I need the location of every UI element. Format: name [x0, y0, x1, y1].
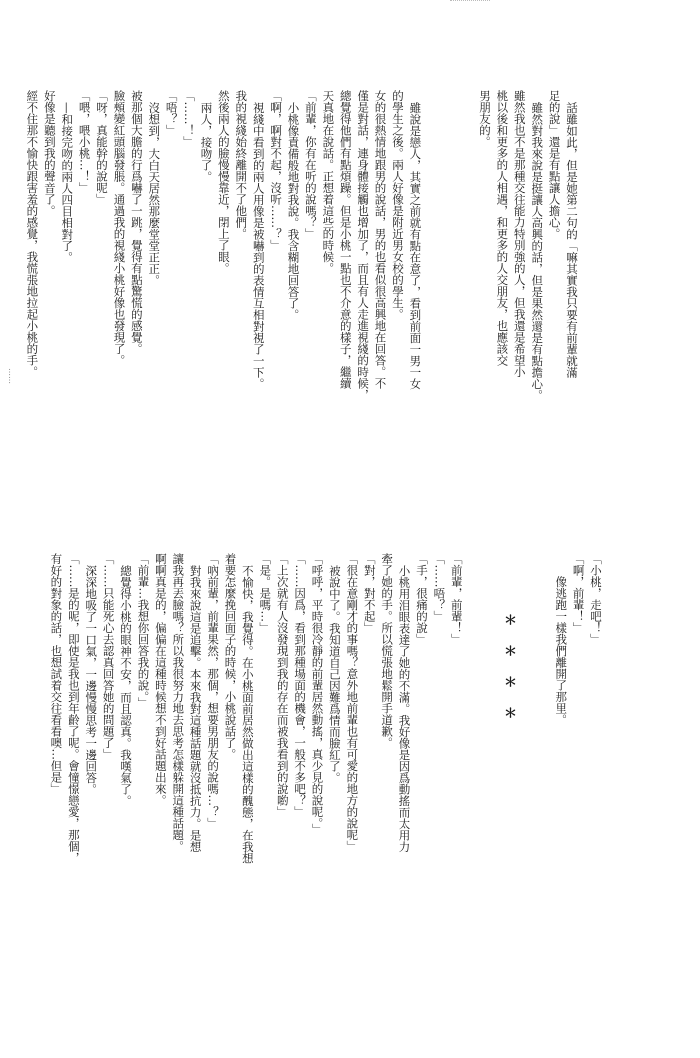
text-line: 總覺得小桃的眼神不安，而且認真。我嘆氣了。	[119, 564, 134, 806]
text-line: 臉頰變紅頭腦發脹。通過我的視綫小桃好像也發現了。	[112, 90, 127, 366]
text-line: 足的說」還是有點讓人擔心。	[547, 90, 562, 240]
text-line: 「……因爲，看到那種場面的機會，一般不多吧？」	[293, 553, 308, 818]
text-line: 啊啊真是的，偏偏在這種時候想不到好話題出來。	[153, 553, 168, 806]
text-line: 被那個大膽的行爲嚇了一跳，覺得有點驚慌的感覺。	[129, 90, 144, 355]
text-line: 被說中了。我知道自己因難爲情而臉紅了。	[327, 564, 342, 783]
text-line: 像逃跑一樣我們離開了那里。	[554, 576, 569, 726]
text-line: 深深地吸了一口氣，一邊慢慢思考一邊回答。	[84, 564, 99, 795]
text-line: 女的很熱情地跟男的說話，男的也看似很高興地在回答。不	[373, 90, 388, 389]
text-line	[465, 553, 482, 983]
text-line: 有好的對象的話，也想試着交往看看噢…但是」	[49, 553, 64, 795]
text-line: 「呀，真能幹的說呢」	[95, 90, 110, 205]
text-line: 經不住那不愉快跟害羞的感覺，我慌張地拉起小桃的手。	[25, 90, 40, 378]
text-line: 視綫中看到的兩人用像是被嚇到的表情互相對視了一下。	[251, 101, 266, 389]
text-line: 不愉快，我覺得。在小桃面前居然做出這樣的醜態，在我想	[240, 564, 255, 864]
text-line: 總覺得他們有點煩躁。但是小桃一點也不介意的樣子，繼續	[338, 90, 353, 389]
text-line	[482, 553, 499, 983]
text-line: 「前輩，你有在听的說嗎？」	[303, 90, 318, 240]
text-line: 「吶前輩，前輩果然，那個，想要男朋友的說嗎…？」	[206, 553, 221, 829]
text-line	[441, 90, 458, 520]
text-line: 着要怎麼挽回面子的時候，小桃說話了。	[223, 553, 238, 760]
text-line: 天真地在說話。正想着這些的時候。	[321, 90, 336, 274]
text-line: 「……！」	[182, 90, 197, 148]
scan-edge-mark	[450, 0, 490, 7]
text-line	[458, 90, 475, 520]
text-line: 「……只能死心去認真回答她的問題了」	[101, 553, 116, 760]
text-line: —和接完吻的兩人四目相對了。	[60, 101, 75, 263]
text-line	[534, 553, 551, 983]
text-line: 「啊，前輩！」	[571, 553, 586, 634]
text-line: 小桃用泪眼表達了她的不滿。我好像是因爲動搖而太用力	[397, 564, 412, 852]
text-line: 牽了她的手。所以慌張地鬆開手道歉。	[380, 553, 395, 749]
text-line: 然後兩人的臉慢慢靠近，閉上了眼。	[216, 90, 231, 274]
text-line: 「喂，喂小桃…！」	[77, 90, 92, 194]
text-line: 「前輩…我想你回答我的說。」	[136, 553, 151, 709]
text-line: 「啊，啊對不起，沒听……？」	[269, 90, 284, 251]
text-line: 「是。是嗎…」	[258, 553, 273, 634]
text-line: 「小桃，走吧！」	[589, 553, 603, 645]
text-line	[423, 90, 440, 520]
text-line: 男朋友的。	[477, 90, 492, 148]
text-line: 「……唔？」	[432, 553, 447, 622]
text-line: 「上次就有人沒發現到我的存在而被我看到的說喲」	[275, 553, 290, 818]
upper-text-column	[23, 90, 580, 520]
text-line: 兩人，接吻了。	[199, 101, 214, 182]
text-line: 雖然對我來說是挺讓人高興的話，但是果然還是有點擔心。	[530, 101, 545, 401]
text-line: 沒想到，大白天居然那麼堂堂正正。	[147, 101, 162, 286]
lower-text-column	[47, 553, 604, 983]
text-line: 僅是對話，連身體接觸也增加了，而且有人走進視綫的時候，	[356, 90, 371, 401]
text-line: 「很在意剛才的事嗎？意外地前輩也有可愛的地方的說呢」	[345, 553, 360, 852]
text-line: 雖然我也不是那種交往能力特別強的人，但我還是希望小	[512, 90, 527, 378]
text-line: 「……是的呢，即使是我也到年齡了呢。會憧憬戀愛，那個，	[66, 553, 81, 864]
text-line: 話雖如此，但是她第二句的「嘛其實我只要有前輩就滿	[565, 101, 579, 378]
text-line: 「唔？」	[164, 90, 179, 136]
text-line: 對我來說這是追擊。本來我對這種話題就沒抵抗力。是想	[188, 564, 203, 852]
text-line: 「呼呼，平時很冷靜的前輩居然動搖，真少見的說呢。」	[310, 553, 325, 835]
text-line: 讓我再丟臉嗎？所以我很努力地去思考怎樣躲開這種話題。	[171, 553, 186, 852]
text-line: 好像是聽到我的聲音了。	[42, 90, 57, 217]
text-line: 「對，對不起」	[362, 553, 377, 634]
text-line: 我的視綫始終離開不了他們。	[234, 90, 249, 240]
text-line	[517, 553, 534, 983]
side-dots-mark: ……	[7, 368, 16, 384]
text-line: 「前輩，前輩！」	[449, 553, 464, 645]
text-line: 「手，很痛的說」	[414, 553, 429, 645]
scene-separator: ＊＊＊＊	[500, 613, 516, 737]
text-line: 桃以後和更多的人相遇，和更多的人交朋友，也應該交	[495, 90, 510, 366]
text-line: 雖說是戀人，其實之前就有點在意了，看到前面一男一女	[408, 101, 423, 389]
text-line: 的學生之後。兩人好像是附近男女校的學生。	[390, 90, 405, 320]
text-line: 小桃像責備般地對我說。我含糊地回答了。	[286, 101, 301, 320]
